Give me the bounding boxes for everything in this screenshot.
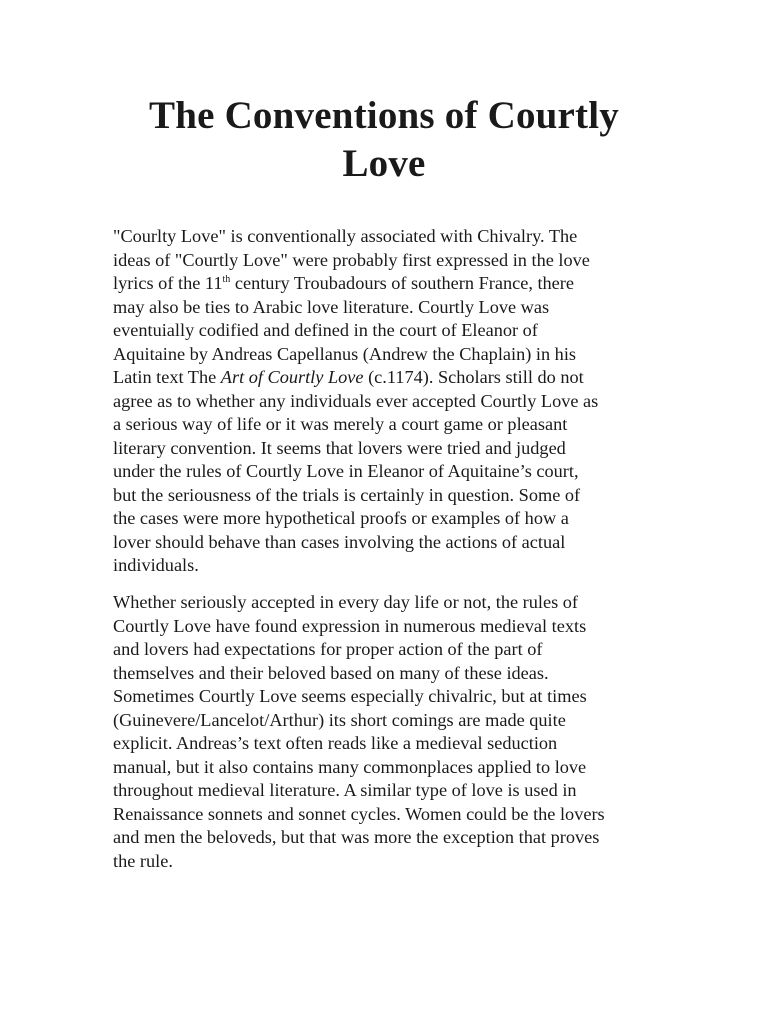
book-title: Art of Courtly Love <box>220 367 364 387</box>
text-line: a serious way of life or it was merely a court game or pleasant <box>113 414 568 434</box>
text-line <box>113 366 673 390</box>
paragraph-2 <box>113 591 673 873</box>
title-line: Love <box>342 142 426 185</box>
text-line: Courtly Love have found expression in numerous medieval texts <box>113 615 587 636</box>
text-line: lover should behave than cases involving the actions of actual <box>113 531 566 552</box>
text-segment: Latin text The <box>113 367 221 387</box>
text-line <box>113 272 673 296</box>
text-line: and lovers had expectations for proper action of the part of <box>113 639 543 659</box>
text-line: under the rules of Courtly Love in Eleanor of Aquitaine’s court, <box>113 461 579 481</box>
text-line: ideas of "Courtly Love" were probably first expressed in the love <box>113 249 590 270</box>
text-line: eventuially codified and defined in the court of Eleanor of <box>113 320 538 340</box>
text-line: themselves and their beloved based on many of these ideas. <box>113 662 549 683</box>
text-segment: century Troubadours of southern France, there <box>230 273 574 293</box>
text-line: Aquitaine by Andreas Capellanus (Andrew the Chaplain) in his <box>113 343 577 364</box>
text-line: Whether seriously accepted in every day life or not, the rules of <box>113 592 578 612</box>
text-line: individuals. <box>113 555 199 575</box>
text-line: manual, but it also contains many commonplaces applied to love <box>113 756 587 777</box>
text-line: Renaissance sonnets and sonnet cycles. Women could be the lovers <box>113 803 605 824</box>
text-line: Sometimes Courtly Love seems especially chivalric, but at times <box>113 686 587 706</box>
text-line: but the seriousness of the trials is certainly in question. Some of <box>113 484 581 505</box>
text-line: "Courlty Love" is conventionally associated with Chivalry. The <box>113 226 578 246</box>
text-line: the rule. <box>113 850 173 871</box>
text-segment: (c.1174). Scholars still do not <box>363 367 584 387</box>
text-segment: lyrics of the 11 <box>113 273 223 293</box>
page-title <box>100 92 668 188</box>
title-line: The Conventions of Courtly <box>149 94 619 137</box>
text-line: may also be ties to Arabic love literature. Courtly Love was <box>113 296 550 317</box>
text-line: literary convention. It seems that lovers were tried and judged <box>113 437 566 458</box>
text-line: agree as to whether any individuals ever accepted Courtly Love as <box>113 390 599 411</box>
text-line: (Guinevere/Lancelot/Arthur) its short comings are made quite <box>113 709 566 730</box>
text-line: throughout medieval literature. A similar type of love is used in <box>113 780 577 800</box>
text-line: explicit. Andreas’s text often reads like a medieval seduction <box>113 733 558 753</box>
text-line: the cases were more hypothetical proofs or examples of how a <box>113 508 569 528</box>
text-line: and men the beloveds, but that was more the exception that proves <box>113 827 600 847</box>
paragraph-1 <box>113 225 673 578</box>
ordinal-superscript: th <box>222 273 231 285</box>
